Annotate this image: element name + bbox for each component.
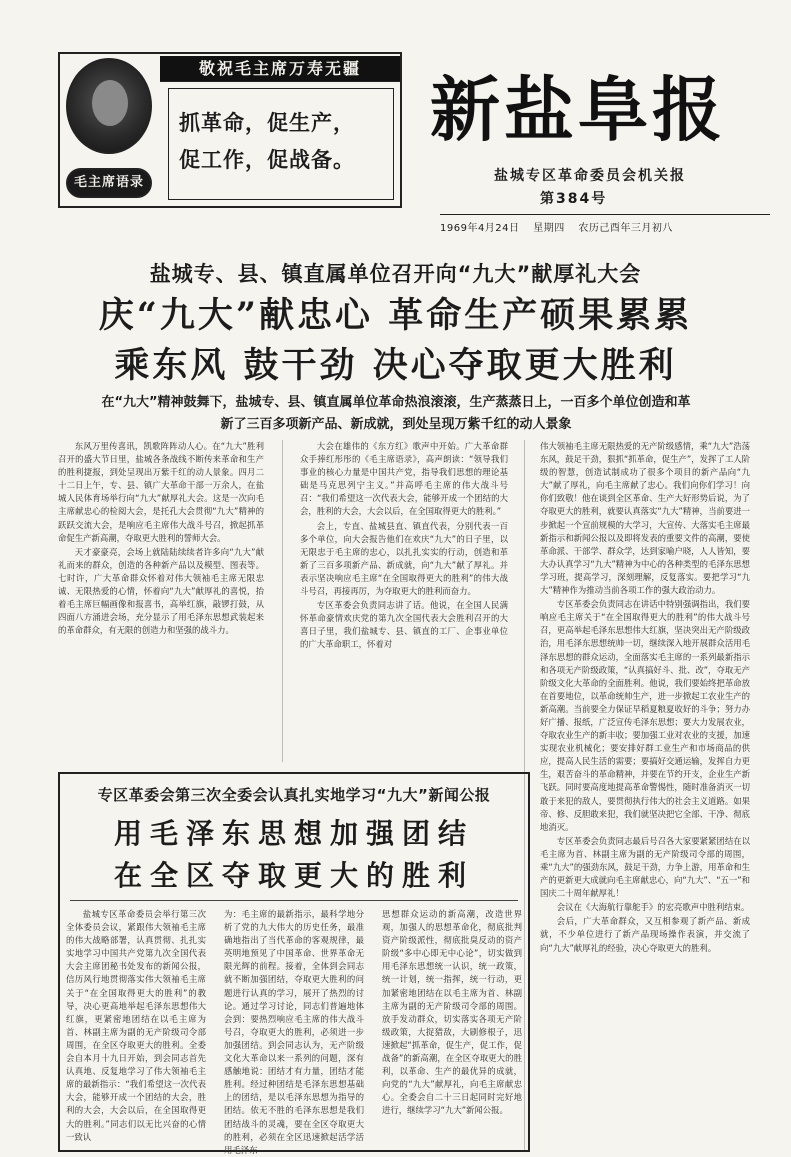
paragraph: 思想群众运动的新高潮，改造世界观，加强人的思想革命化，彻底批判资产阶级派性，彻底批臭反动的资产阶级“多中心即无中心论”，切实做到用毛泽东思想统一认识，统一政策，统一计划，统一指挥，统一行动，更加紧密地团结在以毛主席为首、林副主席为副的无产阶级司令部的周围。放手发动群众，切实落实各项无产阶级政策，大捉猎敌，大刷修根子，迅速掀起“抓革命，促生产，促工作，促战备”的新高潮，在全区夺取更大的胜利，以革命、生产的最优异的成就，向党的“九大”献厚礼，向毛主席献忠心。全委会自二十三日起同时完好地进行，继续学习“九大”新闻公报。 xyxy=(382,909,522,1116)
issue-number: 第384号 xyxy=(540,191,608,207)
paragraph: 为：毛主席的最新指示，最科学地分析了党的九大伟大的历史任务，最准确地指出了当代革命的客观规律，最英明地预见了中国革命、世界革命无限光辉的前程。接着，全体到会同志就不断加强团结，夺取更大胜利的问题进行认真的学习，展开了热烈的讨论。通过学习讨论，同志们普遍地体会到：要热烈响应毛主席的伟大战斗号召，夺取更大的胜利，必须进一步加强团结。到会同志认为，无产阶级文化大革命以来一系列的问题，深有感触地说：团结才有力量，团结才能胜利。经过种团结是毛泽东思想基础上的团结，是以毛泽东思想为指导的团结。依无不胜的毛泽东思想是我们团结战斗的灵魂，要在全区夺取更大的胜利，必须在全区迅速掀起活学活用毛泽东 xyxy=(224,909,364,1155)
top-slogan: 敬祝毛主席万寿无疆 xyxy=(160,56,400,82)
paragraph: 专区革委会负责同志讲了话。他说，在全国人民满怀革命豪情欢庆党的第九次全国代表大会胜利召开的大喜日子里，我们盐城专、县、镇直的工厂、企事业单位的广大革命职工，怀着对 xyxy=(300,600,508,650)
paragraph: 会上，专直、盐城县直、镇直代表，分别代表一百多个单位，向大会报告他们在欢庆“九大”的日子里，以无限忠于毛主席的忠心，以扎扎实实的行动，创造和革新了三百多项新产品、新成就，向“九大”献了厚礼。并表示坚决响应毛主席“在全国取得更大的胜利”的伟大战斗号召，再接再厉，为夺取更大的胜利而奋力。 xyxy=(300,520,508,597)
lead-column-1 xyxy=(58,440,264,762)
boxed-kicker: 专区革委会第三次全委会认真扎实地学习“九大”新闻公报 xyxy=(97,786,491,804)
lead-kicker: 盐城专、县、镇直属单位召开向“九大”献厚礼大会 xyxy=(149,262,642,286)
paragraph: 大会在雄伟的《东方红》歌声中开始。广大革命群众手捧红彤彤的《毛主席语录》，高声朗读：“领导我们事业的核心力量是中国共产党，指导我们思想的理论基础是马克思列宁主义。”并高呼毛主席的伟大战斗号召：“我们希望这一次代表大会，能够开成一个团结的大会，胜利的大会，大会以后，在全国取得更大的胜利。” xyxy=(300,441,508,517)
quotation-line-2: 促工作，促战备。 xyxy=(179,148,355,172)
paragraph: 专区革委会负责同志最后号召各大家要紧紧团结在以毛主席为首、林副主席为副的无产阶级司令部的周围，乘“九大”的强劲东风，鼓足干劲，力争上游，用革命和生产的更新更大成就向毛主席献忠心，向“九大”、“五一”和国庆二十周年献厚礼！ xyxy=(540,835,750,899)
boxed-column-1 xyxy=(66,908,206,1148)
paragraph: 会后，广大革命群众，又互相参观了新产品、新成就，不少单位进行了新产品现场操作表演，并交流了向“九大”献厚礼的经验，决心夺取更大的胜利。 xyxy=(540,916,750,953)
boxed-headline-1: 用毛泽东思想加强团结 xyxy=(113,817,474,850)
chairman-portrait-badge xyxy=(66,58,152,154)
paragraph: 伟大领袖毛主席无限热爱的无产阶级感情，乘“九大”浩荡东风，鼓足干劲，狠抓“抓革命，促生产”，发挥了工人阶级的智慧，创造试制成功了很多个项目的新产品向“九大”献了厚礼，向毛主席献了忠心。我们向你们学习！向你们致敬！他在谈到全区革命、生产大好形势后说，为了夺取更大的胜利，就要认真落实“九大”精神，当前要进一步掀起一个宣前规模的大学习，大宣传、大落实毛主席最新指示和新闻公报以及即将发表的重要文件的高潮，要使革命派、干部学、群众学，达到家喻户晓，人人皆知，要大办认真学习“九大”精神为中心的各种类型的毛泽东思想学习班，提高学习，深刻理解，反复落实。要把学习“九大”精神作为推动当前各项工作的强大政治动力。 xyxy=(540,441,750,596)
lead-headline-2: 乘东风 鼓干劲 决心夺取更大胜利 xyxy=(114,345,677,386)
quotation-text xyxy=(179,105,389,179)
paragraph: 会议在《大海航行靠舵手》的宏亮歌声中胜利结束。 xyxy=(556,902,750,913)
paragraph: 东风万里传喜讯，凯歌阵阵动人心。在“九大”胜利召开的盛大节日里，盐城各条战线不断传来革命和生产的胜利捷报，到处呈现出万紫千红的动人景象。四月二十二日上午，专、县、镇广大革命干部一万余人，在盐城人民体育场举行向“九大”献厚礼大会。这是一次向毛主席献忠心的检阅大会，是托孔大会贯彻“九大”精神的跃跃交流大会，是响应毛主席伟大战斗号召，掀起抓革命促生产新高潮，夺取更大胜利的誓师大会。 xyxy=(58,441,264,543)
weekday: 星期四 xyxy=(533,223,565,234)
boxed-article xyxy=(58,772,530,1155)
paper-title: 新盐阜报 xyxy=(430,68,726,151)
slogan-box xyxy=(58,52,402,208)
column-divider xyxy=(282,440,283,762)
issue-date: 1969年4月24日 xyxy=(440,223,520,234)
boxed-rule xyxy=(70,900,518,901)
paragraph: 专区革委会负责同志在讲话中特别强调指出，我们要响应毛主席关于“在全国取得更大的胜利”的伟大战斗号召，更高举起毛泽东思想伟大红旗，坚决突出无产阶级政治，用毛泽东思想统帅一切，继续深入地开展群众活用毛泽东思想的群众运动，全面落实毛主席的一系列最新指示和各项无产阶级政策，“认真搞好斗、批、改”，夺取无产阶级文化大革命的全面胜利。他说，我们要始终把革命放在首要地位，以革命统帅生产，进一步掀起工农业生产的新高潮。当前要全力保证早稻夏粮夏收好的斗争；努力办好广播、报纸，广泛宣传毛泽东思想；要大力发展农业，夺取农业生产的新丰收；要加强工业对农业的支援，加速实现农业机械化；要安排好群工业生产和市场商品的供应，提高人民生活的需要；要搞好交通运输，发挥自力更生，艰苦奋斗的革命精神，并要在节约开支，企业生产新飞跃。同时要高度地提高革命警惕性，随时准备消灭一切敢于来犯的敌人，要贯彻执行伟大的社会主义道路。如果帝、修、反胆敢来犯，我们就坚决把它全部、干净、彻底地消灭。 xyxy=(540,599,750,832)
boxed-column-2 xyxy=(224,908,364,1155)
quotation-line-1: 抓革命，促生产， xyxy=(179,111,355,135)
boxed-column-3 xyxy=(382,908,522,1148)
quotation-badge: 毛主席语录 xyxy=(66,168,152,198)
lead-column-2 xyxy=(300,440,508,762)
boxed-headline-2: 在全区夺取更大的胜利 xyxy=(113,859,474,892)
lead-subhead: 在“九大”精神鼓舞下，盐城专、县、镇直属单位革命热浪滚滚，生产蒸蒸日上，一百多个单位创造和革新了三百多项新产品、新成就，到处呈现万紫千红的动人景象 xyxy=(101,395,691,432)
lunar-date: 农历己酉年三月初八 xyxy=(578,223,673,234)
paper-organ: 盐城专区革命委员会机关报 xyxy=(494,168,686,184)
paragraph: 天才豪豪亮，会场上就陆陆续续者许多向“九大”献礼而来的群众，创造的各种新产品以及模型、图表等。七时许，广大革命群众怀着对伟大领袖毛主席无限忠诚、无限热爱的心情，怀着向“九大”献厚礼的喜悦，抬着毛主席巨幅画像和报喜书，高举红旗，敲锣打鼓，从四面八方涌进会场，充分显示了用毛泽东思想武装起来的革命群众，有无限的创造力和坚强的战斗力。 xyxy=(58,546,264,636)
quotation-frame xyxy=(168,88,394,200)
lead-headline-1: 庆“九大”献忠心 革命生产硕果累累 xyxy=(98,295,693,336)
paragraph: 盐城专区革命委员会举行第三次全体委员会议，紧跟伟大领袖毛主席的伟大战略部署，认真贯彻、扎扎实实地学习中国共产党第九次全国代表大会主席团秘书处发布的新闻公报，信历风行地贯彻落实伟大领袖毛主席关于“在全国取得更大的胜利”的教导，决心更高地举起毛泽东思想伟大红旗，更紧密地团结在以毛主席为首、林副主席为副的无产阶级司令部周围，在全区夺取更大的胜利。全委会自本月十九日开始，到会同志首先认真地、反复地学习了伟大领袖毛主席的最新指示：“我们希望这一次代表大会，能够开成一个团结的大会，胜利的大会，大会以后，在全国取得更大的胜利。”同志们以无比兴奋的心情一致认 xyxy=(66,909,206,1142)
lead-column-3 xyxy=(540,440,750,1152)
date-line xyxy=(440,214,770,234)
